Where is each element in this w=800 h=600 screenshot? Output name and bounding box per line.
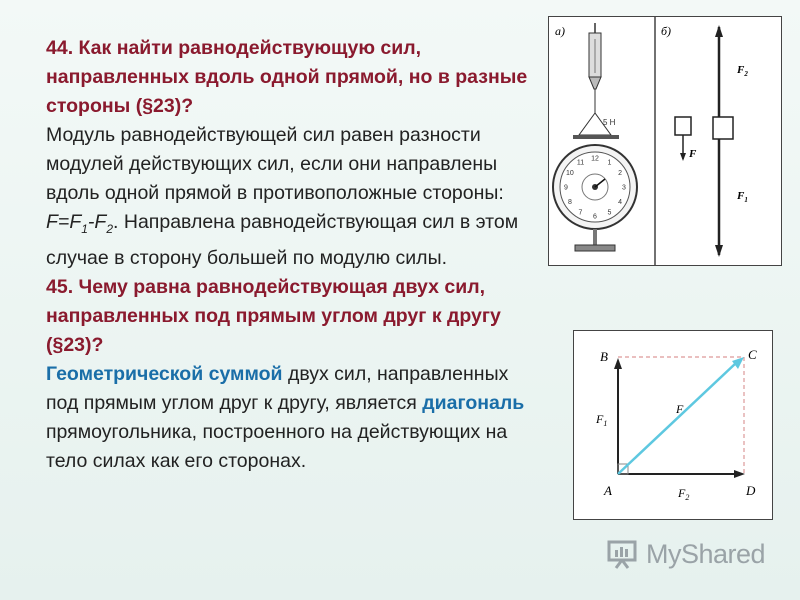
vector-f-label: F bbox=[689, 148, 697, 160]
figure-forces-perpendicular bbox=[573, 330, 773, 520]
weight-label: 5 Н bbox=[603, 118, 616, 127]
vector-f-head bbox=[680, 153, 686, 161]
formula-minus: - bbox=[87, 211, 95, 233]
answer-44-text: Модуль равнодействующей сил равен разности модулей действующих сил, если они направлены вдоль одной прямой в противоположные стороны: bbox=[46, 124, 504, 204]
body-box-right bbox=[713, 117, 733, 139]
vector-f1-label: $F_1$ bbox=[737, 190, 748, 204]
answer-45-highlight-diagonal: диагональ bbox=[422, 391, 525, 414]
stopwatch-dial bbox=[553, 145, 637, 251]
figure-label-a: а) bbox=[555, 24, 565, 38]
formula-sub1: 1 bbox=[81, 221, 88, 236]
point-b-label: B bbox=[600, 349, 608, 364]
label-f2: $F_2$ bbox=[678, 486, 690, 502]
formula-sub2: 2 bbox=[106, 221, 114, 236]
label-f1: $F_1$ bbox=[596, 412, 608, 428]
question-44-title: 44. Как найти равнодействующую сил, направленных вдоль одной прямой, но в разные стороны (§23)? bbox=[46, 37, 528, 117]
dial-number: 5 bbox=[607, 209, 612, 217]
watermark-text: MyShared bbox=[646, 538, 766, 569]
figure-forces-collinear-drawing bbox=[549, 17, 781, 265]
answer-45-text-3: прямоугольника, построенного на действующих на тело силах как его сторонах. bbox=[46, 420, 508, 472]
vector-f2-label: $F_2$ bbox=[737, 64, 748, 78]
dial-number: 12 bbox=[591, 155, 599, 163]
figure-forces-perpendicular-drawing bbox=[574, 331, 772, 519]
dial-number: 2 bbox=[618, 170, 623, 177]
formula-f2: F bbox=[94, 211, 107, 233]
point-a-label: A bbox=[604, 483, 612, 498]
dial-number: 11 bbox=[576, 159, 585, 167]
label-f: F bbox=[676, 402, 684, 416]
dial-number: 9 bbox=[564, 184, 568, 192]
dial-number: 4 bbox=[618, 199, 623, 206]
dial-number: 3 bbox=[622, 184, 626, 192]
question-45-title: 45. Чему равна равнодействующая двух сил, направленных под прямым углом друг к другу (§23)? bbox=[46, 275, 501, 356]
myshared-watermark bbox=[606, 536, 765, 572]
figure-label-b: б) bbox=[661, 24, 672, 38]
myshared-logo-icon bbox=[606, 538, 640, 570]
vertical-force-axis bbox=[715, 25, 723, 257]
dial-number: 1 bbox=[607, 159, 612, 167]
answer-45-highlight-sum: Геометрической суммой bbox=[46, 362, 283, 385]
dial-number: 6 bbox=[593, 213, 597, 221]
figure-forces-collinear bbox=[548, 16, 782, 266]
dial-number: 7 bbox=[578, 209, 583, 217]
dial-number: 8 bbox=[567, 199, 572, 206]
body-box-left bbox=[675, 117, 691, 135]
answer-44 bbox=[46, 121, 546, 273]
answer-45-text-1: двух сил, направленных под прямым углом друг к другу, bbox=[46, 362, 509, 414]
formula-dot: . bbox=[113, 211, 119, 233]
slide-text bbox=[46, 34, 546, 476]
point-d-label: D bbox=[746, 483, 756, 498]
formula-f: F bbox=[46, 211, 58, 233]
answer-45-text-2: является bbox=[335, 391, 423, 414]
point-c-label: C bbox=[748, 347, 757, 362]
answer-45 bbox=[46, 360, 546, 476]
dial-number: 10 bbox=[566, 170, 574, 177]
formula-eq: = bbox=[57, 211, 70, 233]
answer-44-direction: Направлена равнодействующая сил в этом случае в сторону большей по модулю силы. bbox=[46, 211, 519, 269]
formula-f1: F bbox=[69, 211, 82, 233]
spring-scale bbox=[573, 23, 619, 139]
